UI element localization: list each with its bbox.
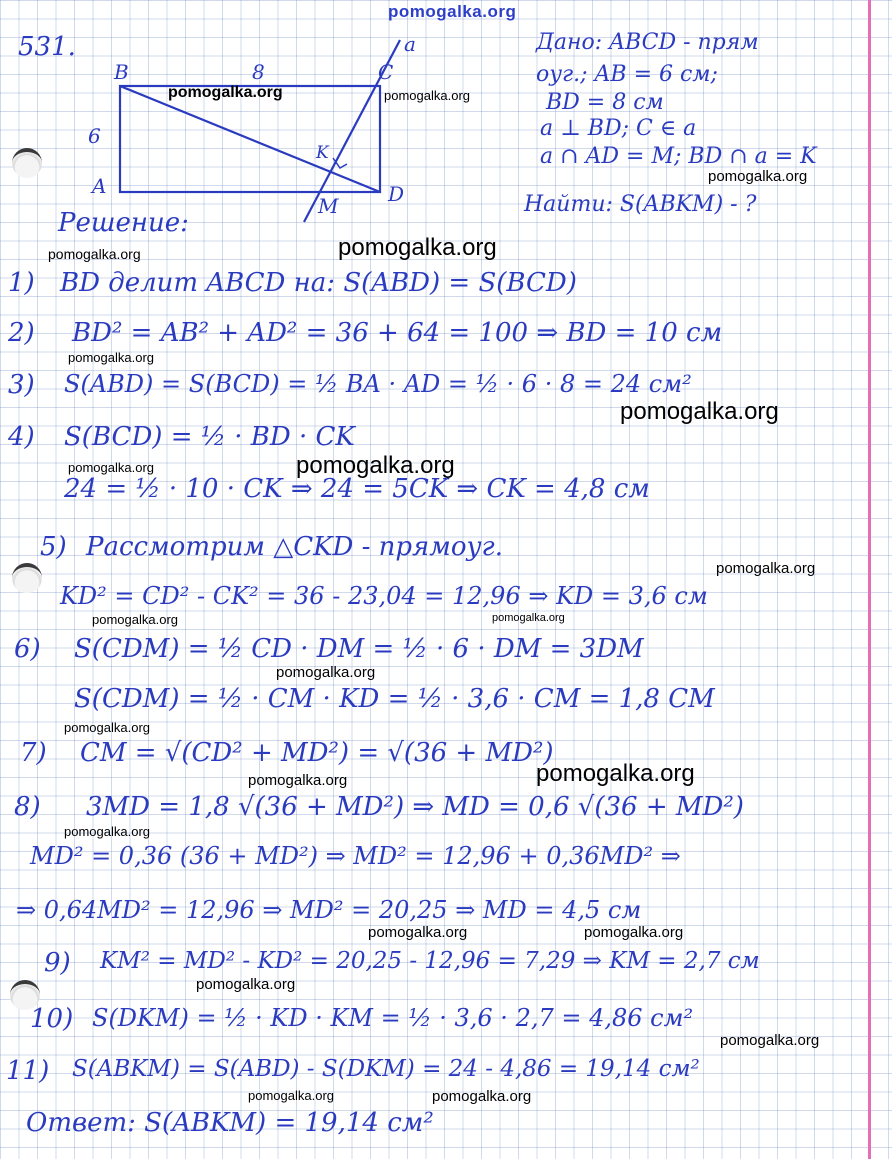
step-number: 6) xyxy=(14,634,41,664)
given-line-1: Дано: ABCD - прям xyxy=(536,30,759,55)
side-top-length: 8 xyxy=(252,60,265,84)
answer: Ответ: S(ABKM) = 19,14 см² xyxy=(26,1108,434,1138)
step-number: 10) xyxy=(30,1004,74,1034)
label-a: A xyxy=(92,174,107,198)
label-c: C xyxy=(378,60,394,84)
step-text: BD делит ABCD на: S(ABD) = S(BCD) xyxy=(60,268,577,298)
watermark: pomogalka.org xyxy=(708,168,808,185)
step-number: 1) xyxy=(8,268,35,298)
watermark: pomogalka.org xyxy=(64,824,150,839)
watermark: pomogalka.org xyxy=(584,924,684,941)
watermark: pomogalka.org xyxy=(276,664,376,681)
step-text: S(CDM) = ½ CD · DM = ½ · 6 · DM = 3DM xyxy=(74,634,644,664)
site-watermark-top: pomogalka.org xyxy=(388,2,517,21)
watermark: pomogalka.org xyxy=(48,246,141,262)
watermark: pomogalka.org xyxy=(168,84,283,101)
step-text: S(BCD) = ½ · BD · CK xyxy=(64,422,355,452)
label-b: B xyxy=(114,60,129,84)
watermark: pomogalka.org xyxy=(248,1088,334,1103)
step-text: Рассмотрим △CKD - прямоуг. xyxy=(86,532,503,562)
step-text: CM = √(CD² + MD²) = √(36 + MD²) xyxy=(80,738,554,768)
step-number: 11) xyxy=(6,1056,50,1086)
step-number: 3) xyxy=(8,370,35,400)
step-text: 24 = ½ · 10 · CK ⇒ 24 = 5CK ⇒ CK = 4,8 см xyxy=(64,474,650,504)
watermark: pomogalka.org xyxy=(64,720,150,735)
watermark: pomogalka.org xyxy=(196,976,296,993)
step-text: S(ABD) = S(BCD) = ½ BA · AD = ½ · 6 · 8 = 24 см² xyxy=(64,370,692,398)
step-text: S(CDM) = ½ · CM · KD = ½ · 3,6 · CM = 1,8 CM xyxy=(74,684,715,714)
watermark: pomogalka.org xyxy=(92,612,178,627)
step-number: 5) xyxy=(40,532,67,562)
watermark: pomogalka.org xyxy=(536,760,695,787)
step-text: MD² = 0,36 (36 + MD²) ⇒ MD² = 12,96 + 0,36MD² ⇒ xyxy=(30,842,681,870)
watermark: pomogalka.org xyxy=(432,1088,532,1105)
label-d: D xyxy=(388,182,405,206)
step-text: 3MD = 1,8 √(36 + MD²) ⇒ MD = 0,6 √(36 + MD²) xyxy=(86,792,744,822)
step-number: 4) xyxy=(8,422,35,452)
watermark: pomogalka.org xyxy=(720,1032,820,1049)
given-line-5: a ∩ AD = M; BD ∩ a = K xyxy=(540,144,817,169)
label-line-a: a xyxy=(404,32,416,56)
step-number: 7) xyxy=(20,738,47,768)
label-m: M xyxy=(318,194,339,218)
side-left-length: 6 xyxy=(88,124,101,148)
binder-hole xyxy=(12,563,42,593)
watermark: pomogalka.org xyxy=(620,398,779,425)
watermark: pomogalka.org xyxy=(338,234,497,261)
watermark: pomogalka.org xyxy=(248,772,348,789)
step-text: KM² = MD² - KD² = 20,25 - 12,96 = 7,29 ⇒ KM = 2,7 см xyxy=(100,948,760,974)
solution-heading: Решение: xyxy=(58,208,189,238)
given-find: Найти: S(ABKM) - ? xyxy=(524,192,757,217)
watermark: pomogalka.org xyxy=(368,924,468,941)
step-number: 8) xyxy=(14,792,41,822)
watermark: pomogalka.org xyxy=(68,350,154,365)
label-k: K xyxy=(316,143,329,163)
given-line-4: a ⊥ BD; C ∈ a xyxy=(540,116,697,141)
problem-number: 531. xyxy=(18,32,76,62)
watermark: pomogalka.org xyxy=(492,612,565,624)
step-text: KD² = CD² - CK² = 36 - 23,04 = 12,96 ⇒ KD = 3,6 см xyxy=(60,582,708,610)
step-number: 2) xyxy=(8,318,35,348)
given-line-2: оуг.; AB = 6 см; xyxy=(536,62,718,87)
watermark: pomogalka.org xyxy=(384,88,470,103)
step-text: S(DKM) = ½ · KD · KM = ½ · 3,6 · 2,7 = 4,86 см² xyxy=(92,1004,694,1032)
step-text: BD² = AB² + AD² = 36 + 64 = 100 ⇒ BD = 10 см xyxy=(72,318,723,348)
watermark: pomogalka.org xyxy=(716,560,816,577)
given-line-3: BD = 8 см xyxy=(546,90,664,115)
step-text: ⇒ 0,64MD² = 12,96 ⇒ MD² = 20,25 ⇒ MD = 4,5 см xyxy=(16,896,642,924)
step-number: 9) xyxy=(44,948,71,978)
step-text: S(ABKM) = S(ABD) - S(DKM) = 24 - 4,86 = 19,14 см² xyxy=(72,1056,700,1082)
watermark: pomogalka.org xyxy=(296,452,455,479)
watermark: pomogalka.org xyxy=(68,460,154,475)
